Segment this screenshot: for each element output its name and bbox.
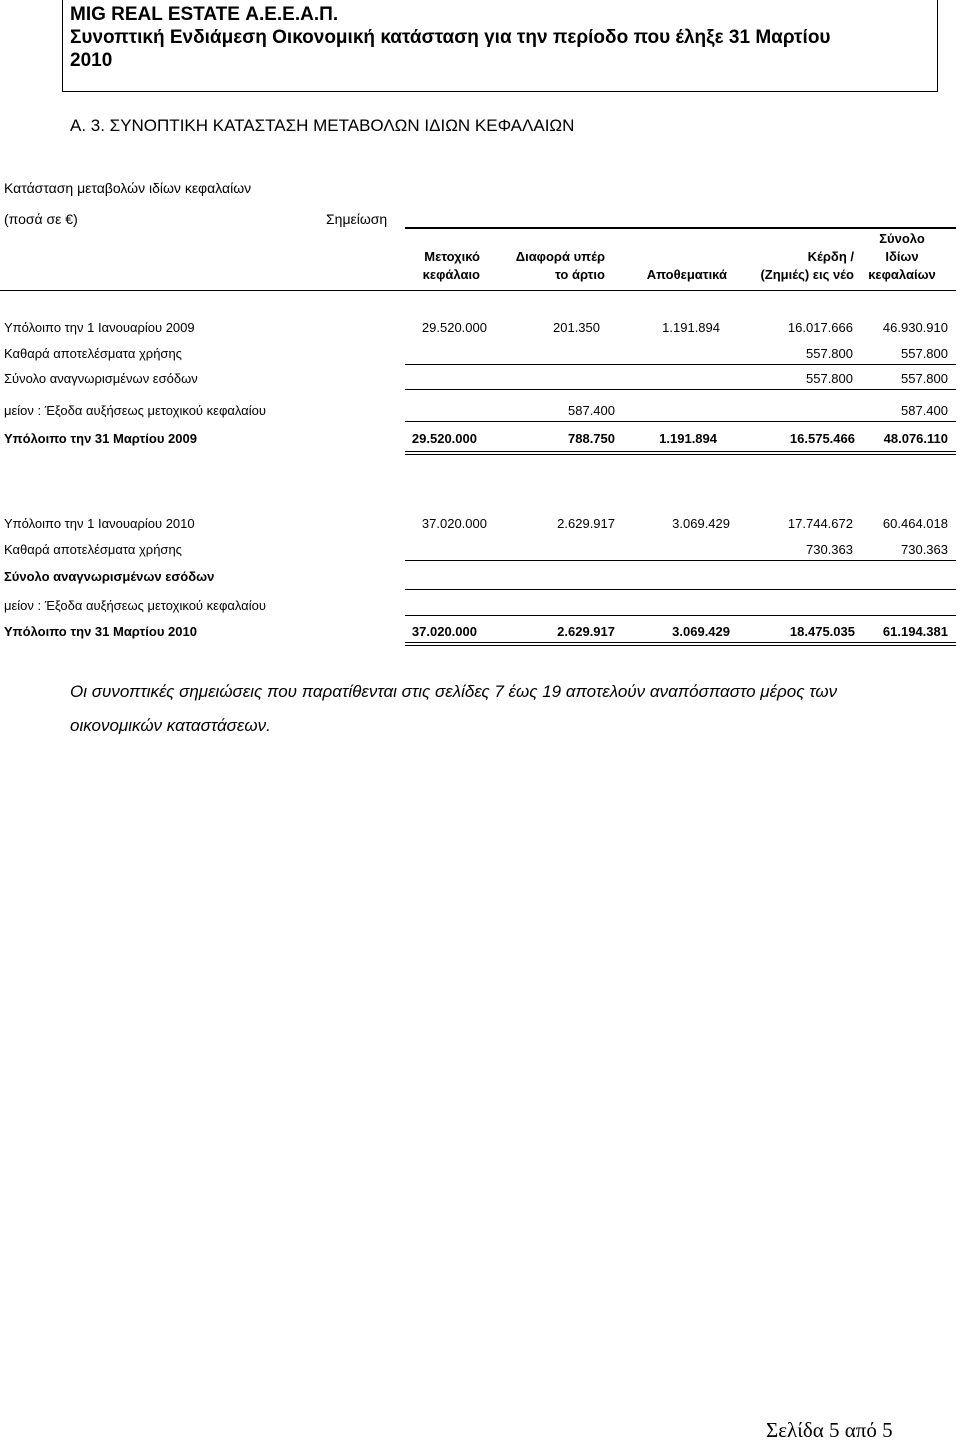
column-header-line: το άρτιο bbox=[554, 267, 605, 282]
column-header-line: Διαφορά υπέρ bbox=[515, 249, 605, 264]
column-header-line: κεφαλαίων bbox=[868, 267, 936, 282]
notes-statement-continued: οικονομικών καταστάσεων. bbox=[70, 716, 271, 735]
column-header-line: κεφάλαιο bbox=[422, 267, 480, 282]
table-row-label: Υπόλοιπο την 1 Ιανουαρίου 2009 bbox=[4, 320, 195, 335]
row-rule bbox=[405, 364, 956, 365]
column-header-line: Σύνολο bbox=[879, 231, 925, 246]
table-cell: 2.629.917 bbox=[557, 516, 615, 531]
note-column-label: Σημείωση bbox=[326, 211, 388, 227]
table-cell: 557.800 bbox=[901, 371, 948, 386]
table-cell: 2.629.917 bbox=[557, 624, 615, 639]
table-cell: 201.350 bbox=[553, 320, 600, 335]
table-row-label: μείον : Έξοδα αυξήσεως μετοχικού κεφαλαίου bbox=[4, 403, 266, 418]
table-cell: 730.363 bbox=[806, 542, 853, 557]
amounts-label: (ποσά σε €) bbox=[4, 211, 78, 227]
table-row-label: Καθαρά αποτελέσματα χρήσης bbox=[4, 542, 182, 557]
column-header-line: Μετοχικό bbox=[424, 249, 480, 264]
table-row-label: Σύνολο αναγνωρισμένων εσόδων bbox=[4, 371, 198, 386]
row-rule bbox=[405, 642, 956, 643]
table-cell: 17.744.672 bbox=[787, 516, 853, 531]
table-cell: 46.930.910 bbox=[882, 320, 948, 335]
report-title: Συνοπτική Ενδιάμεση Οικονομική κατάσταση για την περίοδο που έληξε 31 Μαρτίου bbox=[70, 27, 831, 48]
table-cell: 48.076.110 bbox=[883, 431, 948, 446]
table-cell: 61.194.381 bbox=[882, 624, 948, 639]
table-row-label: Σύνολο αναγνωρισμένων εσόδων bbox=[4, 569, 215, 584]
table-cell: 60.464.018 bbox=[882, 516, 948, 531]
table-caption: Κατάσταση μεταβολών ιδίων κεφαλαίων bbox=[4, 180, 252, 196]
table-row-label: Υπόλοιπο την 31 Μαρτίου 2009 bbox=[4, 431, 197, 446]
row-rule bbox=[405, 421, 956, 422]
report-year: 2010 bbox=[70, 50, 113, 71]
column-header-bottom-rule bbox=[0, 290, 956, 291]
company-name: MIG REAL ESTATE Α.Ε.Ε.Α.Π. bbox=[70, 4, 339, 25]
column-header-total-equity bbox=[862, 230, 942, 284]
row-rule bbox=[405, 615, 956, 616]
table-cell: 1.191.894 bbox=[659, 431, 717, 446]
notes-statement: Οι συνοπτικές σημειώσεις που παρατίθενται στις σελίδες 7 έως 19 αποτελούν αναπόσπαστο μέρος των bbox=[70, 682, 838, 701]
table-row-label: Υπόλοιπο την 1 Ιανουαρίου 2010 bbox=[4, 516, 195, 531]
column-header-share-capital bbox=[380, 248, 480, 284]
table-cell: 557.800 bbox=[806, 371, 853, 386]
row-rule bbox=[405, 454, 956, 455]
table-cell: 557.800 bbox=[806, 346, 853, 361]
column-header-line: Ιδίων bbox=[885, 249, 919, 264]
table-cell: 37.020.000 bbox=[421, 516, 487, 531]
table-cell: 3.069.429 bbox=[672, 516, 730, 531]
column-header-top-rule bbox=[405, 227, 956, 229]
table-cell: 16.017.666 bbox=[787, 320, 853, 335]
row-rule bbox=[405, 451, 956, 452]
table-row-label: μείον : Έξοδα αυξήσεως μετοχικού κεφαλαίου bbox=[4, 598, 266, 613]
column-header-profit-loss bbox=[730, 248, 854, 284]
table-cell: 3.069.429 bbox=[672, 624, 730, 639]
table-cell: 788.750 bbox=[568, 431, 615, 446]
section-title: Α. 3. ΣΥΝΟΠΤΙΚΗ ΚΑΤΑΣΤΑΣΗ ΜΕΤΑΒΟΛΩΝ ΙΔΙΩΝ ΚΕΦΑΛΑΙΩΝ bbox=[70, 116, 575, 135]
row-rule bbox=[405, 389, 956, 390]
row-rule bbox=[405, 589, 956, 590]
table-cell: 16.575.466 bbox=[789, 431, 855, 446]
table-cell: 29.520.000 bbox=[421, 320, 487, 335]
table-row-label: Καθαρά αποτελέσματα χρήσης bbox=[4, 346, 182, 361]
table-cell: 587.400 bbox=[568, 403, 615, 418]
table-cell: 730.363 bbox=[901, 542, 948, 557]
table-row-label: Υπόλοιπο την 31 Μαρτίου 2010 bbox=[4, 624, 197, 639]
column-header-line: Κέρδη / bbox=[807, 249, 854, 264]
table-cell: 37.020.000 bbox=[411, 624, 477, 639]
column-header-line: (Ζημιές) εις νέο bbox=[760, 267, 854, 282]
row-rule bbox=[405, 560, 956, 561]
table-cell: 29.520.000 bbox=[411, 431, 477, 446]
column-header-share-premium bbox=[487, 248, 605, 284]
table-cell: 18.475.035 bbox=[789, 624, 855, 639]
row-rule bbox=[405, 645, 956, 646]
table-cell: 557.800 bbox=[901, 346, 948, 361]
column-header-reserves bbox=[615, 266, 727, 284]
table-cell: 1.191.894 bbox=[662, 320, 720, 335]
column-header-line: Αποθεματικά bbox=[646, 267, 727, 282]
table-cell: 587.400 bbox=[901, 403, 948, 418]
page-number: Σελίδα 5 από 5 bbox=[766, 1418, 893, 1442]
